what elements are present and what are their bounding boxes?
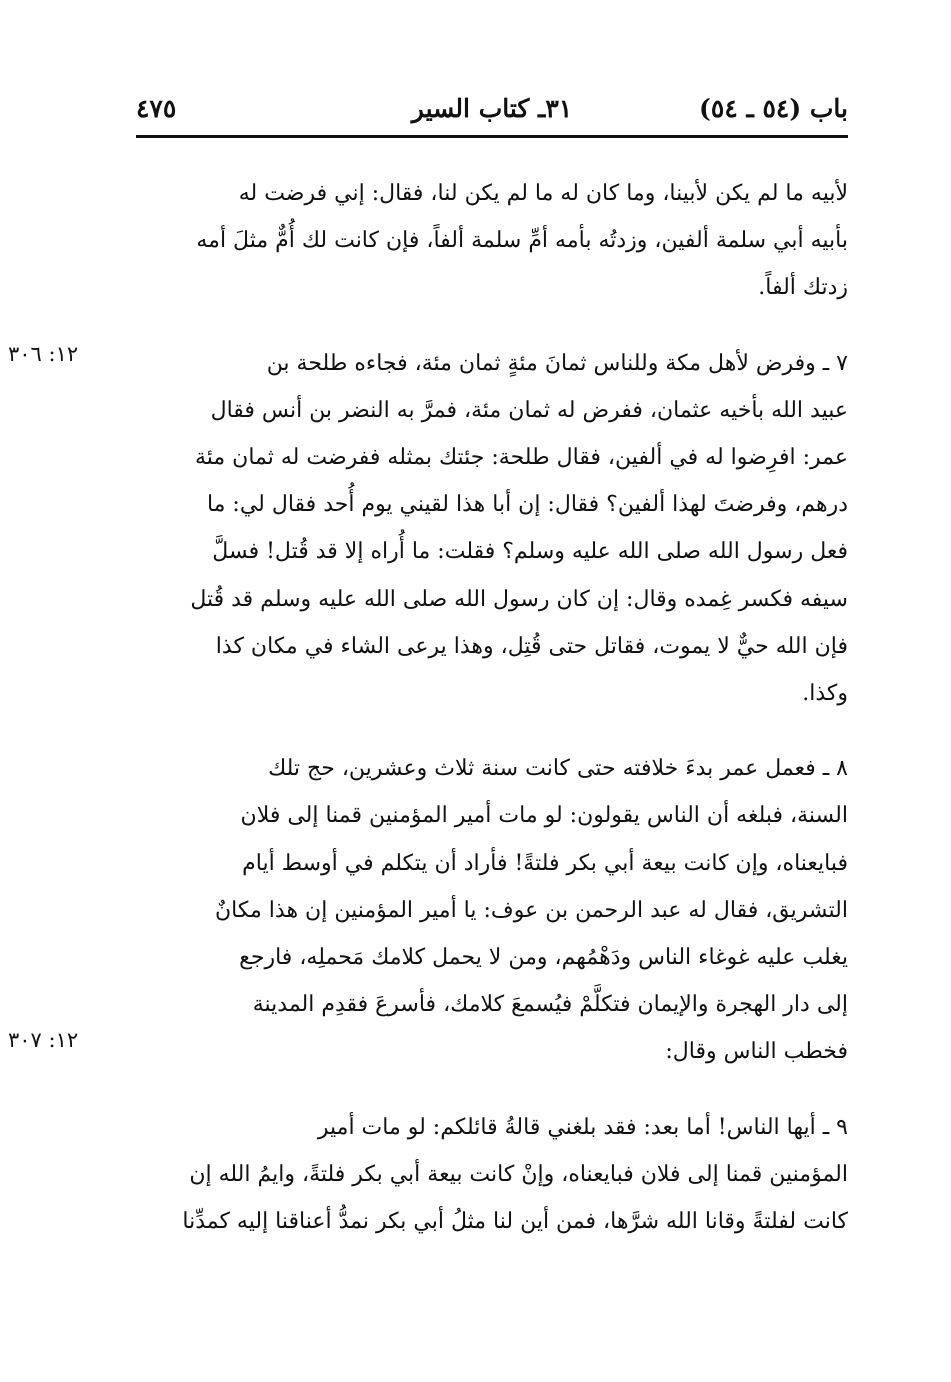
page-header bbox=[136, 88, 848, 138]
header-rule bbox=[136, 135, 848, 138]
margin-reference: ١٢: ٣٠٦ bbox=[8, 341, 79, 366]
page-number: ٤٧٥ bbox=[136, 94, 177, 123]
margin-reference: ١٢: ٣٠٧ bbox=[8, 1028, 79, 1053]
paragraph: ٧ ـ وفرض لأهل مكة وللناس ثمانَ مئةٍ ثمان مئة، فجاءه طلحة بن عبيد الله بأخيه عثمان، ففرض له ثمان مئة، فمرَّ به النضر بن أنس فقال عمر: افرِضوا له في ألفين، فقال طلحة: جئتك بمثله ففرضت له ثمان مئة درهم، وفرضتَ لهذا ألفين؟ فقال: إن أبا هذا لقيني يوم أُحد فقال لي: ما فعل رسول الله صلى الله عليه وسلم؟ فقلت: ما أُراه إلا قد قُتل! فسلَّ سيفه فكسر غِمده وقال: إن كان رسول الله صلى الله عليه وسلم قد قُتل فإن الله حيٌّ لا يموت، فقاتل حتى قُتِل، وهذا يرعى الشاء في مكان كذا وكذا. bbox=[190, 350, 848, 707]
paragraph-block bbox=[8, 340, 848, 718]
paragraph: ٩ ـ أيها الناس! أما بعد: فقد بلغني قالةُ قائلكم: لو مات أمير المؤمنين قمنا إلى فلان فبايعناه، وإنْ كانت بيعة أبي بكر فلتةً، وايمُ الله إن كانت لفلتةً وقانا الله شرَّها، فمن أين لنا مثلُ أبي بكر نمدُّ أعناقنا إليه كمدِّنا bbox=[182, 1114, 848, 1235]
book-title: ٣١ـ كتاب السير bbox=[411, 94, 573, 123]
page-body bbox=[8, 170, 848, 1245]
paragraph: ٨ ـ فعمل عمر بدءَ خلافته حتى كانت سنة ثلاث وعشرين، حج تلك السنة، فبلغه أن الناس يقولون: لو مات أمير المؤمنين قمنا إلى فلان فبايعناه، وإن كانت بيعة أبي بكر فلتةً! فأراد أن يتكلم في أوسط أيام التشريق، فقال له عبد الرحمن بن عوف: يا أمير المؤمنين إن هذا مكانٌ يغلب عليه غوغاء الناس ودَهْمُهم، ومن لا يحمل كلامك مَحملِه، فارجع إلى دار الهجرة والإيمان فتكلَّمْ فيُسمعَ كلامك، فأسرعَ فقدِم المدينة فخطب الناس وقال: bbox=[215, 756, 848, 1065]
paragraph-block bbox=[8, 745, 848, 1075]
paragraph: لأبيه ما لم يكن لأبينا، وما كان له ما لم يكن لنا، فقال: إني فرضت له بأبيه أبي سلمة ألفين، وزدتُه بأمه أمِّ سلمة ألفاً، فإن كانت لك أُمٌّ مثلَ أمه زدتك ألفاً. bbox=[196, 181, 848, 301]
chapter-heading: باب (٥٤ ـ ٥٤) bbox=[699, 94, 848, 123]
